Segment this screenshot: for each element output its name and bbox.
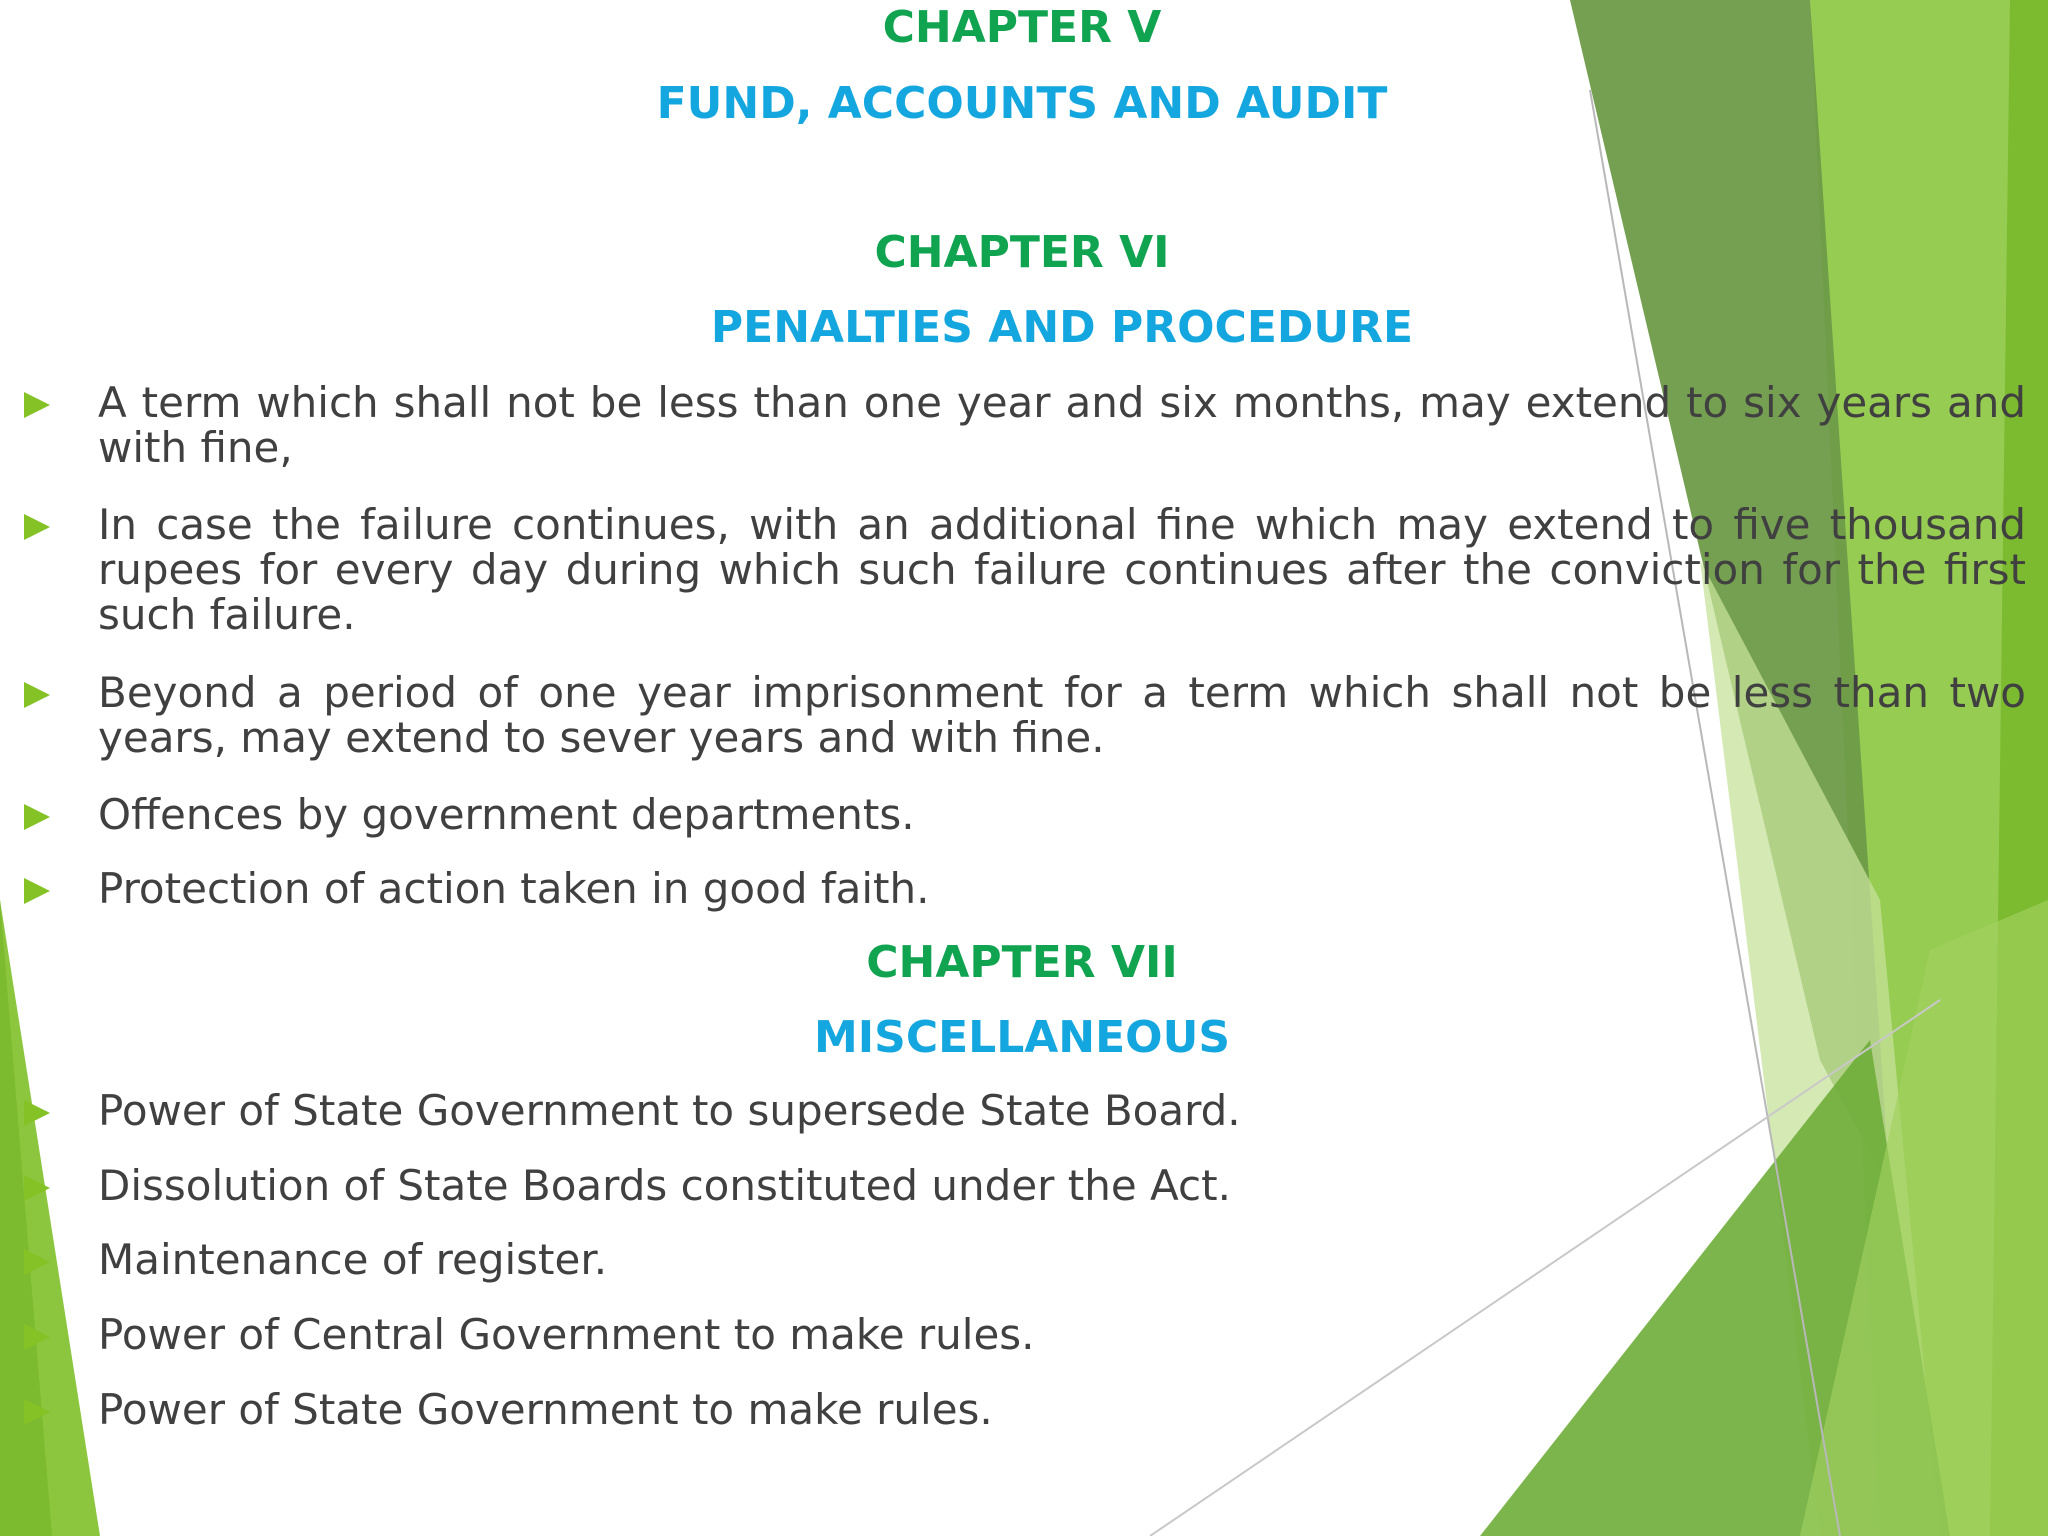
chapter-6-item-3: Beyond a period of one year imprisonment for a term which shall not be less than two years, may extend to sever years and with fine.	[98, 668, 2026, 762]
bullet-arrow-icon	[24, 1399, 50, 1425]
chapter-6-item-2: In case the failure continues, with an additional fine which may extend to five thousand rupees for every day during which such failure continues after the conviction for the first such failure.	[98, 500, 2026, 639]
chapter-6-item-4: Offences by government departments.	[98, 790, 915, 839]
bullet-arrow-icon	[24, 1249, 50, 1275]
chapter-7-item-1: Power of State Government to supersede State Board.	[98, 1086, 1241, 1135]
bullet-arrow-icon	[24, 1100, 50, 1126]
chapter-6-item-1: A term which shall not be less than one year and six months, may extend to six years and with fine,	[98, 378, 2026, 472]
bullet-arrow-icon	[24, 1324, 50, 1350]
chapter-7-item-4: Power of Central Government to make rules.	[98, 1310, 1035, 1359]
chapter-7-title: MISCELLANEOUS	[813, 1012, 1231, 1063]
chapter-7-item-3: Maintenance of register.	[98, 1235, 608, 1284]
chapter-5-label: CHAPTER V	[882, 2, 1162, 53]
bullet-arrow-icon	[24, 392, 50, 418]
bullet-arrow-icon	[24, 682, 50, 708]
bullet-arrow-icon	[24, 1175, 50, 1201]
bullet-arrow-icon	[24, 878, 50, 904]
chapter-7-item-2: Dissolution of State Boards constituted under the Act.	[98, 1161, 1231, 1210]
chapter-5-title: FUND, ACCOUNTS AND AUDIT	[656, 78, 1388, 129]
chapter-7-label: CHAPTER VII	[866, 937, 1178, 988]
chapter-6-title: PENALTIES AND PROCEDURE	[710, 302, 1414, 353]
chapter-7-item-5: Power of State Government to make rules.	[98, 1385, 993, 1434]
chapter-6-label: CHAPTER VI	[874, 227, 1170, 278]
bullet-arrow-icon	[24, 514, 50, 540]
bullet-arrow-icon	[24, 804, 50, 830]
chapter-6-item-5: Protection of action taken in good faith.	[98, 864, 930, 913]
